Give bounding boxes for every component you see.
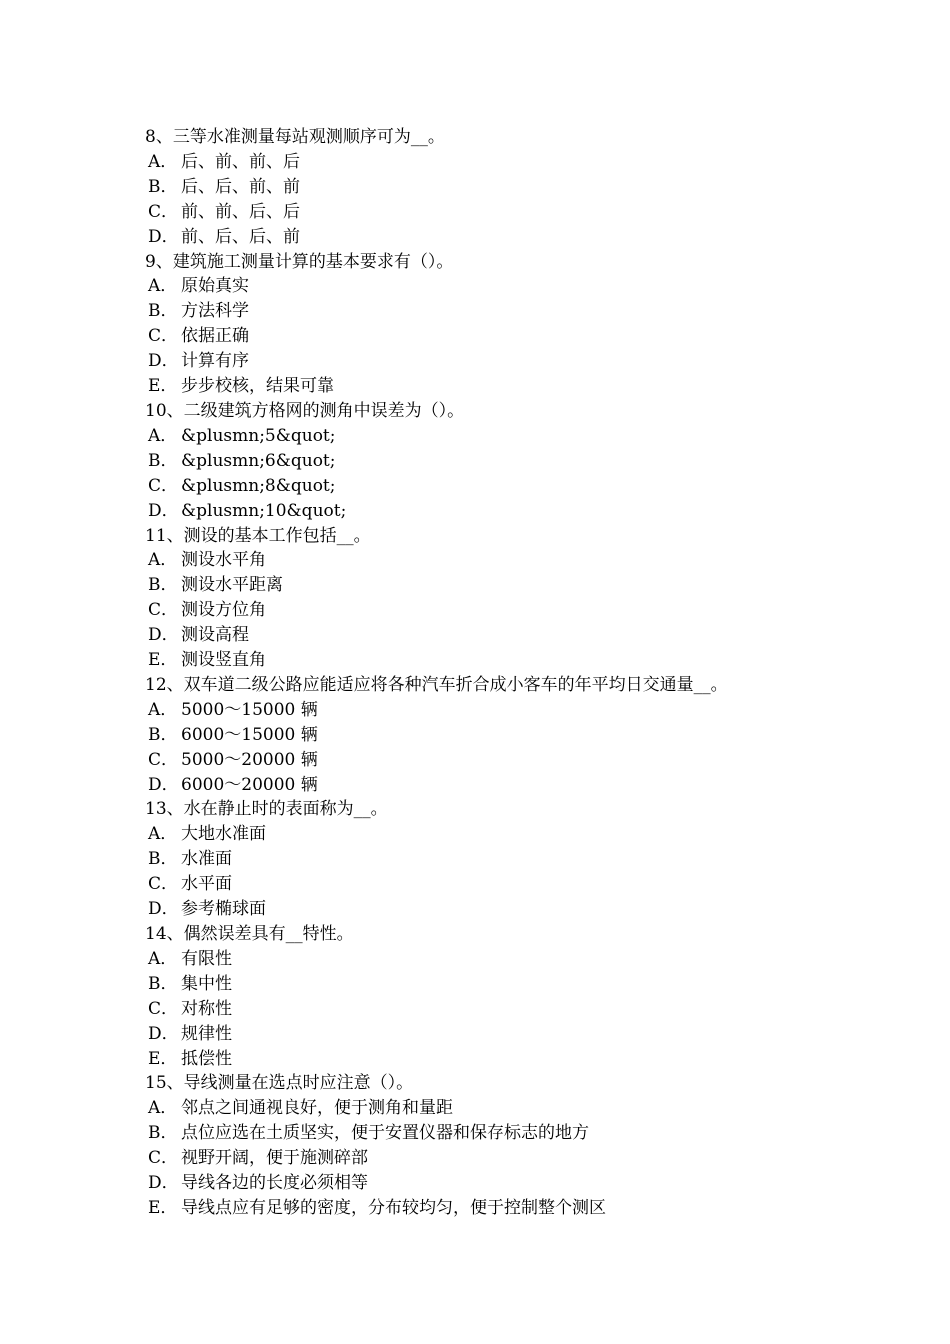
answer-option: [145, 324, 905, 349]
answer-option: [145, 1196, 905, 1221]
question-stem: 10、二级建筑方格网的测角中误差为（）。: [145, 400, 465, 421]
answer-option: [145, 748, 905, 773]
option-letter: A．: [148, 276, 178, 297]
option-letter: B．: [148, 973, 178, 994]
option-text: 6000～20000 辆: [181, 774, 318, 795]
answer-option: [145, 1146, 905, 1171]
question-stem: 9、建筑施工测量计算的基本要求有（）。: [145, 251, 454, 272]
answer-option: [145, 1096, 905, 1121]
answer-option: [145, 1121, 905, 1146]
option-text: 5000～20000 辆: [181, 749, 318, 770]
option-text: 测设水平距离: [181, 575, 283, 596]
option-letter: E．: [148, 650, 178, 671]
answer-option: [145, 897, 905, 922]
option-text: 测设水平角: [181, 550, 266, 571]
option-text: 抵偿性: [181, 1048, 232, 1069]
option-letter: A．: [148, 948, 178, 969]
answer-option: [145, 1022, 905, 1047]
option-text: 步步校核，结果可靠: [181, 376, 334, 397]
answer-option: [145, 225, 905, 250]
answer-option: [145, 474, 905, 499]
option-letter: C．: [148, 874, 179, 895]
answer-option: [145, 499, 905, 524]
option-letter: B．: [148, 724, 178, 745]
option-letter: A．: [148, 151, 178, 172]
option-letter: D．: [148, 1023, 179, 1044]
option-text: 集中性: [181, 973, 232, 994]
answer-option: [145, 274, 905, 299]
option-text: 大地水准面: [181, 824, 266, 845]
option-letter: A．: [148, 550, 178, 571]
answer-option: [145, 648, 905, 673]
option-text: 参考椭球面: [181, 899, 266, 920]
option-letter: E．: [148, 1048, 178, 1069]
option-text: 6000～15000 辆: [181, 724, 318, 745]
answer-option: [145, 698, 905, 723]
option-text: 水准面: [181, 849, 232, 870]
option-text: 对称性: [181, 998, 232, 1019]
answer-option: [145, 723, 905, 748]
option-letter: C．: [148, 600, 179, 621]
option-text: 前、前、后、后: [181, 201, 300, 222]
answer-option: [145, 299, 905, 324]
answer-option: [145, 349, 905, 374]
option-text: 后、后、前、前: [181, 176, 300, 197]
option-letter: D．: [148, 774, 179, 795]
option-letter: C．: [148, 1148, 179, 1169]
option-letter: A．: [148, 425, 178, 446]
option-text: 测设高程: [181, 625, 249, 646]
answer-option: [145, 773, 905, 798]
question-stem: 15、导线测量在选点时应注意（）。: [145, 1073, 414, 1094]
option-text: 后、前、前、后: [181, 151, 300, 172]
option-text: 计算有序: [181, 351, 249, 372]
option-letter: C．: [148, 749, 179, 770]
option-letter: C．: [148, 998, 179, 1019]
option-text: 导线点应有足够的密度，分布较均匀，便于控制整个测区: [181, 1197, 606, 1218]
option-letter: B．: [148, 1123, 178, 1144]
option-text: &plusmn;8&quot;: [181, 475, 336, 496]
answer-option: [145, 200, 905, 225]
answer-option: [145, 548, 905, 573]
option-text: 视野开阔，便于施测碎部: [181, 1148, 368, 1169]
option-letter: B．: [148, 450, 178, 471]
answer-option: [145, 374, 905, 399]
option-letter: E．: [148, 376, 178, 397]
option-text: 邻点之间通视良好，便于测角和量距: [181, 1098, 453, 1119]
option-text: 5000～15000 辆: [181, 699, 318, 720]
option-letter: C．: [148, 201, 179, 222]
option-text: &plusmn;5&quot;: [181, 425, 336, 446]
answer-option: [145, 175, 905, 200]
option-text: 导线各边的长度必须相等: [181, 1173, 368, 1194]
answer-option: [145, 150, 905, 175]
option-letter: B．: [148, 301, 178, 322]
option-text: 前、后、后、前: [181, 226, 300, 247]
answer-option: [145, 972, 905, 997]
option-text: 有限性: [181, 948, 232, 969]
option-letter: D．: [148, 899, 179, 920]
option-text: 规律性: [181, 1023, 232, 1044]
question-stem: 13、水在静止时的表面称为__。: [145, 799, 388, 820]
option-letter: D．: [148, 351, 179, 372]
option-text: 水平面: [181, 874, 232, 895]
option-text: 点位应选在土质坚实，便于安置仪器和保存标志的地方: [181, 1123, 589, 1144]
option-letter: C．: [148, 475, 179, 496]
answer-option: [145, 573, 905, 598]
option-letter: D．: [148, 625, 179, 646]
option-letter: B．: [148, 176, 178, 197]
option-text: 原始真实: [181, 276, 249, 297]
question-stem: 12、双车道二级公路应能适应将各种汽车折合成小客车的年平均日交通量__。: [145, 674, 728, 695]
answer-option: [145, 623, 905, 648]
question-stem: 8、三等水准测量每站观测顺序可为__。: [145, 127, 445, 147]
option-letter: B．: [148, 575, 178, 596]
option-letter: D．: [148, 226, 179, 247]
document-body: [145, 125, 905, 1221]
answer-option: [145, 449, 905, 474]
answer-option: [145, 1171, 905, 1196]
option-text: 测设方位角: [181, 600, 266, 621]
option-letter: D．: [148, 1173, 179, 1194]
option-letter: E．: [148, 1197, 178, 1218]
option-letter: A．: [148, 824, 178, 845]
option-text: 依据正确: [181, 326, 249, 347]
option-letter: C．: [148, 326, 179, 347]
option-text: &plusmn;6&quot;: [181, 450, 336, 471]
answer-option: [145, 947, 905, 972]
answer-option: [145, 822, 905, 847]
answer-option: [145, 424, 905, 449]
answer-option: [145, 1047, 905, 1072]
option-letter: A．: [148, 1098, 178, 1119]
option-letter: A．: [148, 699, 178, 720]
question-stem: 14、偶然误差具有__特性。: [145, 924, 354, 944]
option-text: 方法科学: [181, 301, 249, 322]
question-stem: 11、测设的基本工作包括__。: [145, 525, 371, 546]
answer-option: [145, 847, 905, 872]
option-text: &plusmn;10&quot;: [181, 500, 347, 521]
option-text: 测设竖直角: [181, 650, 266, 671]
answer-option: [145, 872, 905, 897]
answer-option: [145, 598, 905, 623]
answer-option: [145, 997, 905, 1022]
option-letter: D．: [148, 500, 179, 521]
option-letter: B．: [148, 849, 178, 870]
